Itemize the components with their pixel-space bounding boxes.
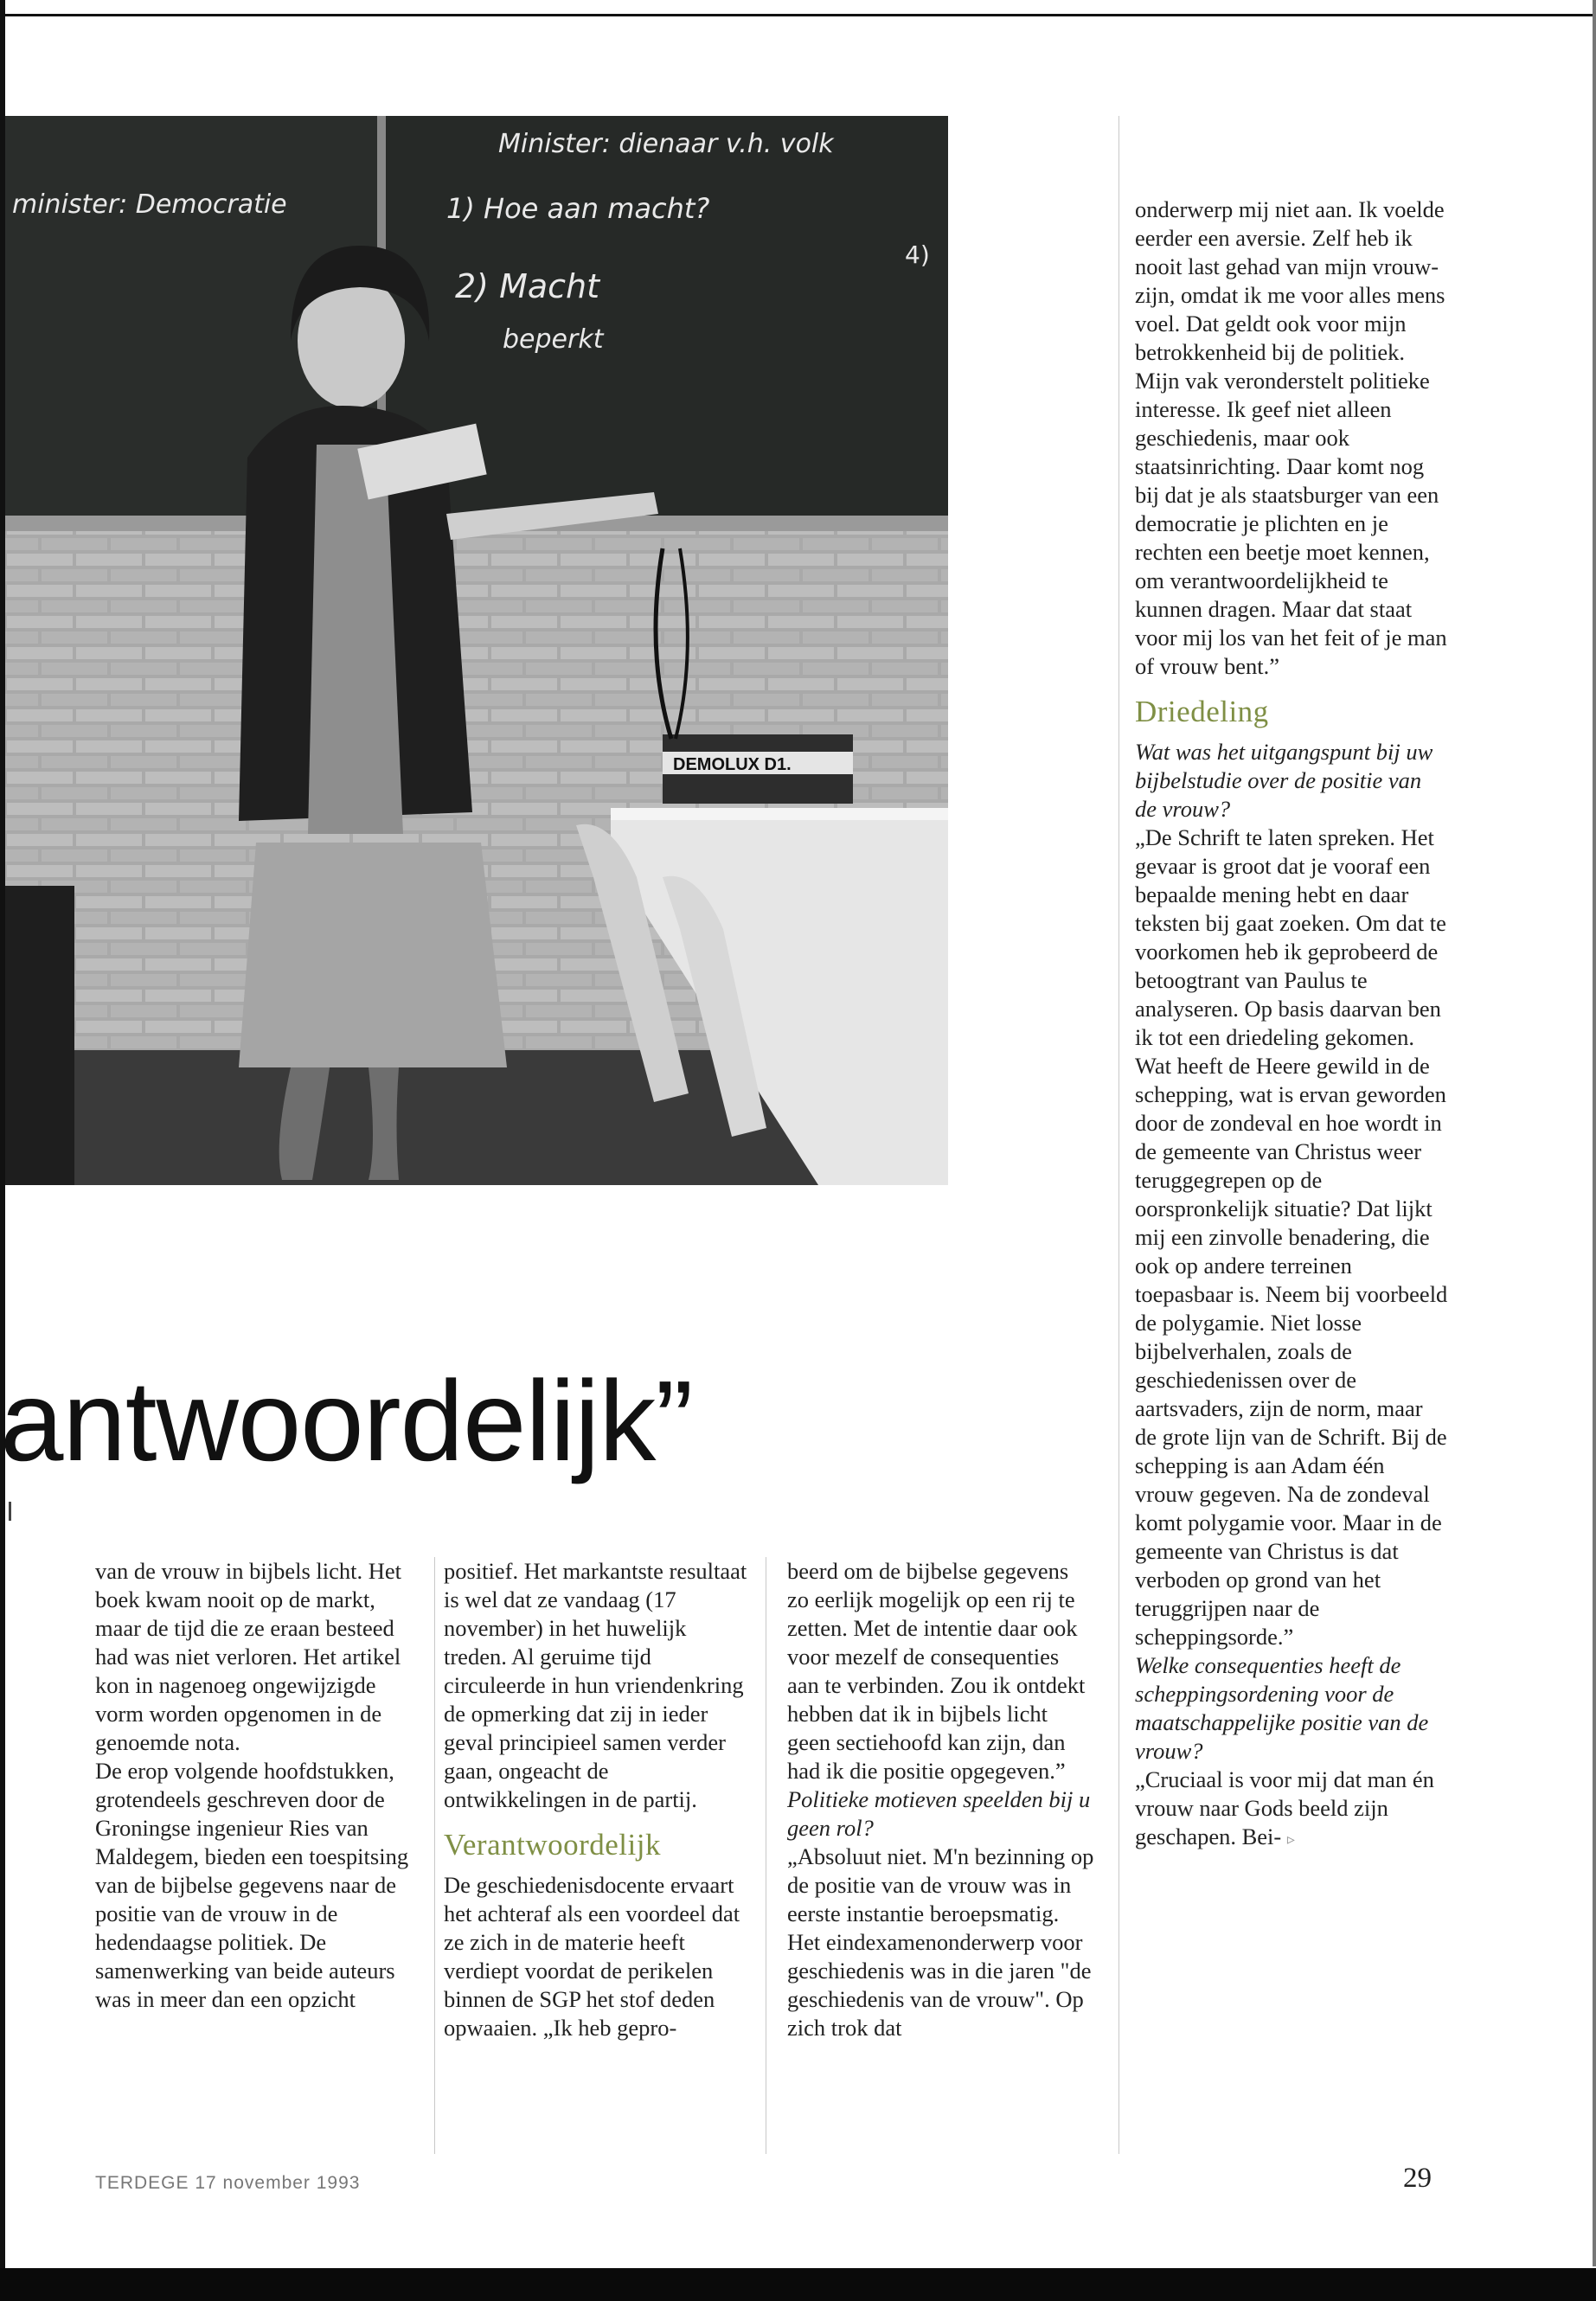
col4-subheading: Driedeling: [1135, 695, 1269, 728]
col4-paragraph-3-text: „Cruciaal is voor mij dat man én vrouw naar Gods beeld zijn geschapen. Bei-: [1135, 1766, 1434, 1849]
text-column-1: [95, 1557, 412, 2014]
board-text-left: minister: Democratie: [12, 189, 287, 220]
col4-paragraph-2: „De Schrift te laten spreken. Het gevaar is groot dat je vooraf een bepaalde mening hebt en daar teksten bij gaat zoeken. Om dat te voorkomen heb ik geprobeerd de betoogtrant van Paulus te analyseren. Op basis daarvan ben ik tot een driedeling gekomen. Wat heeft de Heere gewild in de schepping, wat is ervan geworden door de zondeval en hoe wordt in de gemeente van Christus weer teruggegrepen op de oorspronkelijk situatie? Dat lijkt mij een zinvolle benadering, die ook op andere terreinen toepasbaar is. Neem bij voorbeeld de polygamie. Niet losse bijbelverhalen, zoals de geschiedenissen over de aartsvaders, zijn de norm, maar de grote lijn van de Schrift. Bij de schepping is aan Adam één vrouw gegeven. Na de zondeval komt polygamie voor. Maar in de gemeente van Christus is dat verboden op grond van het teruggrijpen naar de scheppingsorde.”: [1135, 824, 1448, 1650]
col3-paragraph-2: „Absoluut niet. M'n bezinning op de positie van de vrouw was in eerste instantie beroepsmatig. Het eindexamenonderwerp voor geschiedenis was in die jaren "de geschiedenis van de vrouw". Op zich trok dat: [787, 1843, 1094, 2041]
board-text-item1: 1) Hoe aan macht?: [446, 192, 710, 225]
col4-paragraph-3: [1135, 1766, 1448, 1854]
page-number: 29: [1403, 2163, 1432, 2194]
col4-paragraph-1: onderwerp mij niet aan. Ik voelde eerder een aversie. Zelf heb ik nooit last gehad van mijn vrouw-zijn, omdat ik me voor alles mens voel. Dat geldt ook voor mijn betrokkenheid bij de politiek. Mijn vak veronderstelt politieke interesse. Ik geef niet alleen geschiedenis, maar ook staatsinrichting. Daar komt nog bij dat je als staatsburger van een democratie je plichten en je rechten een beetje moet kennen, om verantwoordelijkheid te kunnen dragen. Maar dat staat voor mij los van het feit of je man of vrouw bent.”: [1135, 196, 1447, 679]
board-text-title: Minister: dienaar v.h. volk: [498, 129, 834, 159]
classroom-photo: [5, 116, 948, 1185]
page-top-edge: [0, 0, 1596, 16]
col1-paragraph-1: van de vrouw in bijbels licht. Het boek kwam nooit op de markt, maar de tijd die ze eraan besteed had was niet verloren. Het artikel kon in nagenoeg ongewijzigde vorm worden opgenomen in de genoemde nota.: [95, 1558, 401, 1755]
col3-interview-question: Politieke motieven speelden bij u geen rol?: [787, 1786, 1091, 1841]
col3-paragraph-1: beerd om de bijbelse gegevens zo eerlijk mogelijk op een rij te zetten. Met de intentie daar ook voor mezelf de consequenties aan te verbinden. Zou ik ontdekt hebben dat ik in bijbels licht geen sectiehoofd kan zijn, dan had ik die positie opgegeven.”: [787, 1558, 1086, 1784]
text-column-2: [444, 1557, 748, 2042]
projector-label: DEMOLUX D1.: [673, 755, 792, 774]
column-divider: [434, 1557, 435, 2154]
continue-arrow-icon: ▹: [1286, 1830, 1295, 1848]
col1-paragraph-2: De erop volgende hoofdstukken, grotendeels geschreven door de Groningse ingenieur Ries van Maldegem, bieden een toespitsing van de bijbelse gegevens naar de positie van de vrouw in de hedendaagse politiek. De samenwerking van beide auteurs was in meer dan een opzicht: [95, 1758, 409, 2012]
board-text-num: 4): [905, 240, 930, 269]
board-text-item3: beperkt: [503, 324, 604, 355]
col4-interview-question-2: Welke consequenties heeft de scheppingsordening voor de maatschappelijke positie van de vrouw?: [1135, 1652, 1429, 1764]
col4-interview-question-1: Wat was het uitgangspunt bij uw bijbelstudie over de positie van de vrouw?: [1135, 739, 1433, 822]
text-column-3: [787, 1557, 1095, 2042]
col2-paragraph-2: De geschiedenisdocente ervaart het achteraf als een voordeel dat ze zich in de materie heeft verdiept voordat de perikelen binnen de SGP het stof deden opwaaien. „Ik heb gepro-: [444, 1872, 740, 2041]
headline-tick-mark: [9, 1502, 11, 1521]
board-text-item2: 2) Macht: [455, 267, 600, 305]
column-divider: [1118, 116, 1119, 2154]
footer-publication: TERDEGE 17 november 1993: [95, 2173, 361, 2193]
page-right-edge: [1593, 0, 1596, 2266]
article-headline: antwoordelijk”: [0, 1357, 693, 1484]
page-bottom-edge: [0, 2268, 1596, 2301]
text-column-4: [1135, 195, 1448, 1854]
col2-subheading: Verantwoordelijk: [444, 1828, 661, 1862]
col2-paragraph-1: positief. Het markantste resultaat is wel dat ze vandaag (17 november) in het huwelijk treden. Al geruime tijd circuleerde in hun vriendenkring de opmerking dat zij in ieder geval principieel samen verder gaan, ongeacht de ontwikkelingen in de partij.: [444, 1558, 747, 1812]
